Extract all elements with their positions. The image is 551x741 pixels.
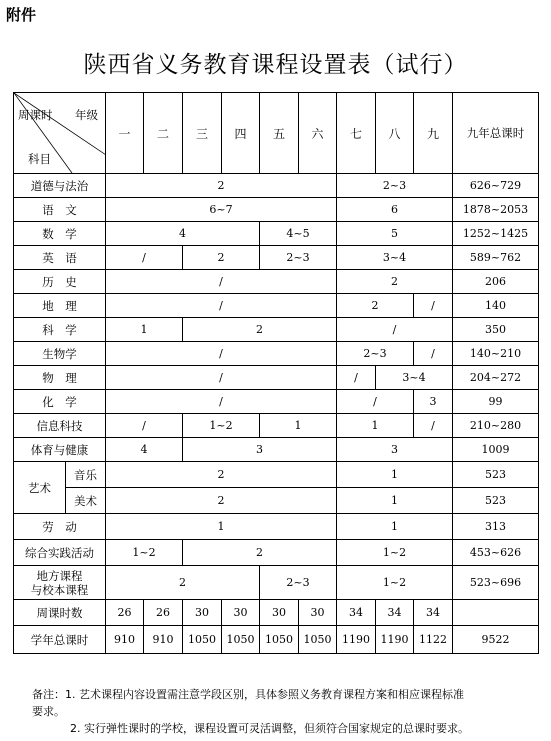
hours-cell: / <box>106 390 337 414</box>
grade-header-9: 九 <box>414 93 453 174</box>
course-schedule-table <box>13 92 539 654</box>
subject-cell: 音乐 <box>66 462 106 488</box>
page-title: 陕西省义务教育课程设置表（试行） <box>83 52 468 78</box>
subject-cell: 化 学 <box>14 390 106 414</box>
subject-cell: 语 文 <box>14 198 106 222</box>
grade-header-7: 七 <box>337 93 376 174</box>
hours-cell: 30 <box>222 600 260 626</box>
table-row <box>14 462 539 488</box>
attachment-label: 附件 <box>6 6 37 24</box>
subject-cell: 周课时数 <box>14 600 106 626</box>
table-row <box>14 414 539 438</box>
table-row <box>14 600 539 626</box>
arts-group-cell: 艺术 <box>14 462 66 514</box>
hours-cell: 4~5 <box>260 222 337 246</box>
hours-cell: 2~3 <box>260 246 337 270</box>
table-row <box>14 294 539 318</box>
hours-cell: / <box>337 318 453 342</box>
subject-cell: 体育与健康 <box>14 438 106 462</box>
table-row <box>14 488 539 514</box>
grade-header-2: 二 <box>144 93 183 174</box>
hours-cell: 3 <box>337 438 453 462</box>
header-diagonal-cell <box>14 93 106 174</box>
subject-cell: 英 语 <box>14 246 106 270</box>
total-cell <box>453 600 539 626</box>
hours-cell: 5 <box>337 222 453 246</box>
hours-cell: 34 <box>337 600 376 626</box>
hours-cell: 6 <box>337 198 453 222</box>
subject-cell: 信息科技 <box>14 414 106 438</box>
grade-header-5: 五 <box>260 93 299 174</box>
note-1: 备注：1. 艺术课程内容设置需注意学段区别，具体参照义务教育课程方案和相应课程标准 <box>32 688 464 701</box>
total-cell: 204~272 <box>453 366 539 390</box>
total-cell: 206 <box>453 270 539 294</box>
hours-cell: 1 <box>337 414 414 438</box>
total-cell: 140 <box>453 294 539 318</box>
table-row <box>14 438 539 462</box>
hours-cell: 4 <box>106 438 183 462</box>
hours-cell: 1050 <box>260 626 299 654</box>
hours-cell: / <box>106 270 337 294</box>
hours-cell: 3~4 <box>376 366 453 390</box>
subject-cell: 道德与法治 <box>14 174 106 198</box>
total-cell: 523 <box>453 488 539 514</box>
subject-cell: 历 史 <box>14 270 106 294</box>
total-cell: 350 <box>453 318 539 342</box>
hours-cell: 910 <box>106 626 144 654</box>
hours-cell: 2~3 <box>260 566 337 600</box>
notes-section <box>32 686 537 737</box>
grade-header-1: 一 <box>106 93 144 174</box>
hours-cell: 3~4 <box>337 246 453 270</box>
grade-header-3: 三 <box>183 93 222 174</box>
total-cell: 210~280 <box>453 414 539 438</box>
hours-cell: 2 <box>106 488 337 514</box>
table-row <box>14 366 539 390</box>
subject-cell: 数 学 <box>14 222 106 246</box>
hours-cell: 1 <box>337 514 453 540</box>
grade-header-4: 四 <box>222 93 260 174</box>
table-row <box>14 174 539 198</box>
hours-cell: 2 <box>106 174 337 198</box>
total-cell: 523~696 <box>453 566 539 600</box>
total-cell: 1878~2053 <box>453 198 539 222</box>
hours-cell: 34 <box>376 600 414 626</box>
table-row <box>14 514 539 540</box>
total-cell: 589~762 <box>453 246 539 270</box>
hours-cell: / <box>337 366 376 390</box>
table-header-row <box>14 93 539 174</box>
hours-cell: / <box>106 294 337 318</box>
hours-cell: 1~2 <box>337 566 453 600</box>
table-row <box>14 198 539 222</box>
subject-cell: 科 学 <box>14 318 106 342</box>
header-week-hours-label: 周课时 <box>18 108 53 122</box>
total-hours-header: 九年总课时 <box>453 93 539 174</box>
header-grade-label: 年级 <box>75 108 98 122</box>
hours-cell: 30 <box>183 600 222 626</box>
total-cell: 140~210 <box>453 342 539 366</box>
subject-cell: 综合实践活动 <box>14 540 106 566</box>
total-cell: 313 <box>453 514 539 540</box>
hours-cell: 1050 <box>299 626 337 654</box>
grade-header-6: 六 <box>299 93 337 174</box>
total-cell: 626~729 <box>453 174 539 198</box>
subject-cell: 生物学 <box>14 342 106 366</box>
hours-cell: 1 <box>106 514 337 540</box>
hours-cell: 1~2 <box>106 540 183 566</box>
hours-cell: 1 <box>337 462 453 488</box>
hours-cell: 6~7 <box>106 198 337 222</box>
table-row <box>14 270 539 294</box>
hours-cell: 2 <box>337 270 453 294</box>
hours-cell: 1190 <box>376 626 414 654</box>
hours-cell: 26 <box>144 600 183 626</box>
total-cell: 453~626 <box>453 540 539 566</box>
subject-cell-local-courses <box>14 566 106 600</box>
table-row <box>14 342 539 366</box>
note-2: 2. 实行弹性课时的学校，课程设置可灵活调整，但须符合国家规定的总课时要求。 <box>70 722 469 735</box>
hours-cell: / <box>414 294 453 318</box>
header-subject-label: 科目 <box>28 152 51 166</box>
grade-header-8: 八 <box>376 93 414 174</box>
table-row <box>14 390 539 414</box>
hours-cell: 1 <box>337 488 453 514</box>
table-row <box>14 318 539 342</box>
subject-line-1: 地方课程 <box>36 568 83 583</box>
hours-cell: 1050 <box>222 626 260 654</box>
table-row <box>14 246 539 270</box>
subject-cell: 地 理 <box>14 294 106 318</box>
hours-cell: 2 <box>183 540 337 566</box>
hours-cell: 1~2 <box>183 414 260 438</box>
subject-cell: 物 理 <box>14 366 106 390</box>
subject-line-2: 与校本课程 <box>30 582 89 597</box>
hours-cell: 2 <box>183 318 337 342</box>
hours-cell: 2~3 <box>337 342 414 366</box>
hours-cell: 1~2 <box>337 540 453 566</box>
hours-cell: / <box>106 366 337 390</box>
subject-cell: 学年总课时 <box>14 626 106 654</box>
hours-cell: 3 <box>414 390 453 414</box>
hours-cell: 2 <box>106 566 260 600</box>
hours-cell: 2 <box>106 462 337 488</box>
hours-cell: 4 <box>106 222 260 246</box>
hours-cell: 1 <box>260 414 337 438</box>
hours-cell: 1050 <box>183 626 222 654</box>
hours-cell: / <box>414 414 453 438</box>
hours-cell: 910 <box>144 626 183 654</box>
hours-cell: / <box>337 390 414 414</box>
hours-cell: 30 <box>299 600 337 626</box>
hours-cell: 3 <box>183 438 337 462</box>
table-row <box>14 626 539 654</box>
hours-cell: / <box>106 414 183 438</box>
hours-cell: 1190 <box>337 626 376 654</box>
table-row <box>14 222 539 246</box>
hours-cell: / <box>414 342 453 366</box>
hours-cell: / <box>106 342 337 366</box>
hours-cell: 1122 <box>414 626 453 654</box>
total-cell: 9522 <box>453 626 539 654</box>
subject-cell: 美术 <box>66 488 106 514</box>
hours-cell: 26 <box>106 600 144 626</box>
hours-cell: 34 <box>414 600 453 626</box>
hours-cell: 2 <box>337 294 414 318</box>
note-1-continuation: 要求。 <box>32 705 65 718</box>
hours-cell: 30 <box>260 600 299 626</box>
hours-cell: 1 <box>106 318 183 342</box>
total-cell: 523 <box>453 462 539 488</box>
hours-cell: / <box>106 246 183 270</box>
hours-cell: 2~3 <box>337 174 453 198</box>
total-cell: 1009 <box>453 438 539 462</box>
total-cell: 99 <box>453 390 539 414</box>
subject-cell: 劳 动 <box>14 514 106 540</box>
table-row <box>14 540 539 566</box>
hours-cell: 2 <box>183 246 260 270</box>
table-row <box>14 566 539 600</box>
total-cell: 1252~1425 <box>453 222 539 246</box>
